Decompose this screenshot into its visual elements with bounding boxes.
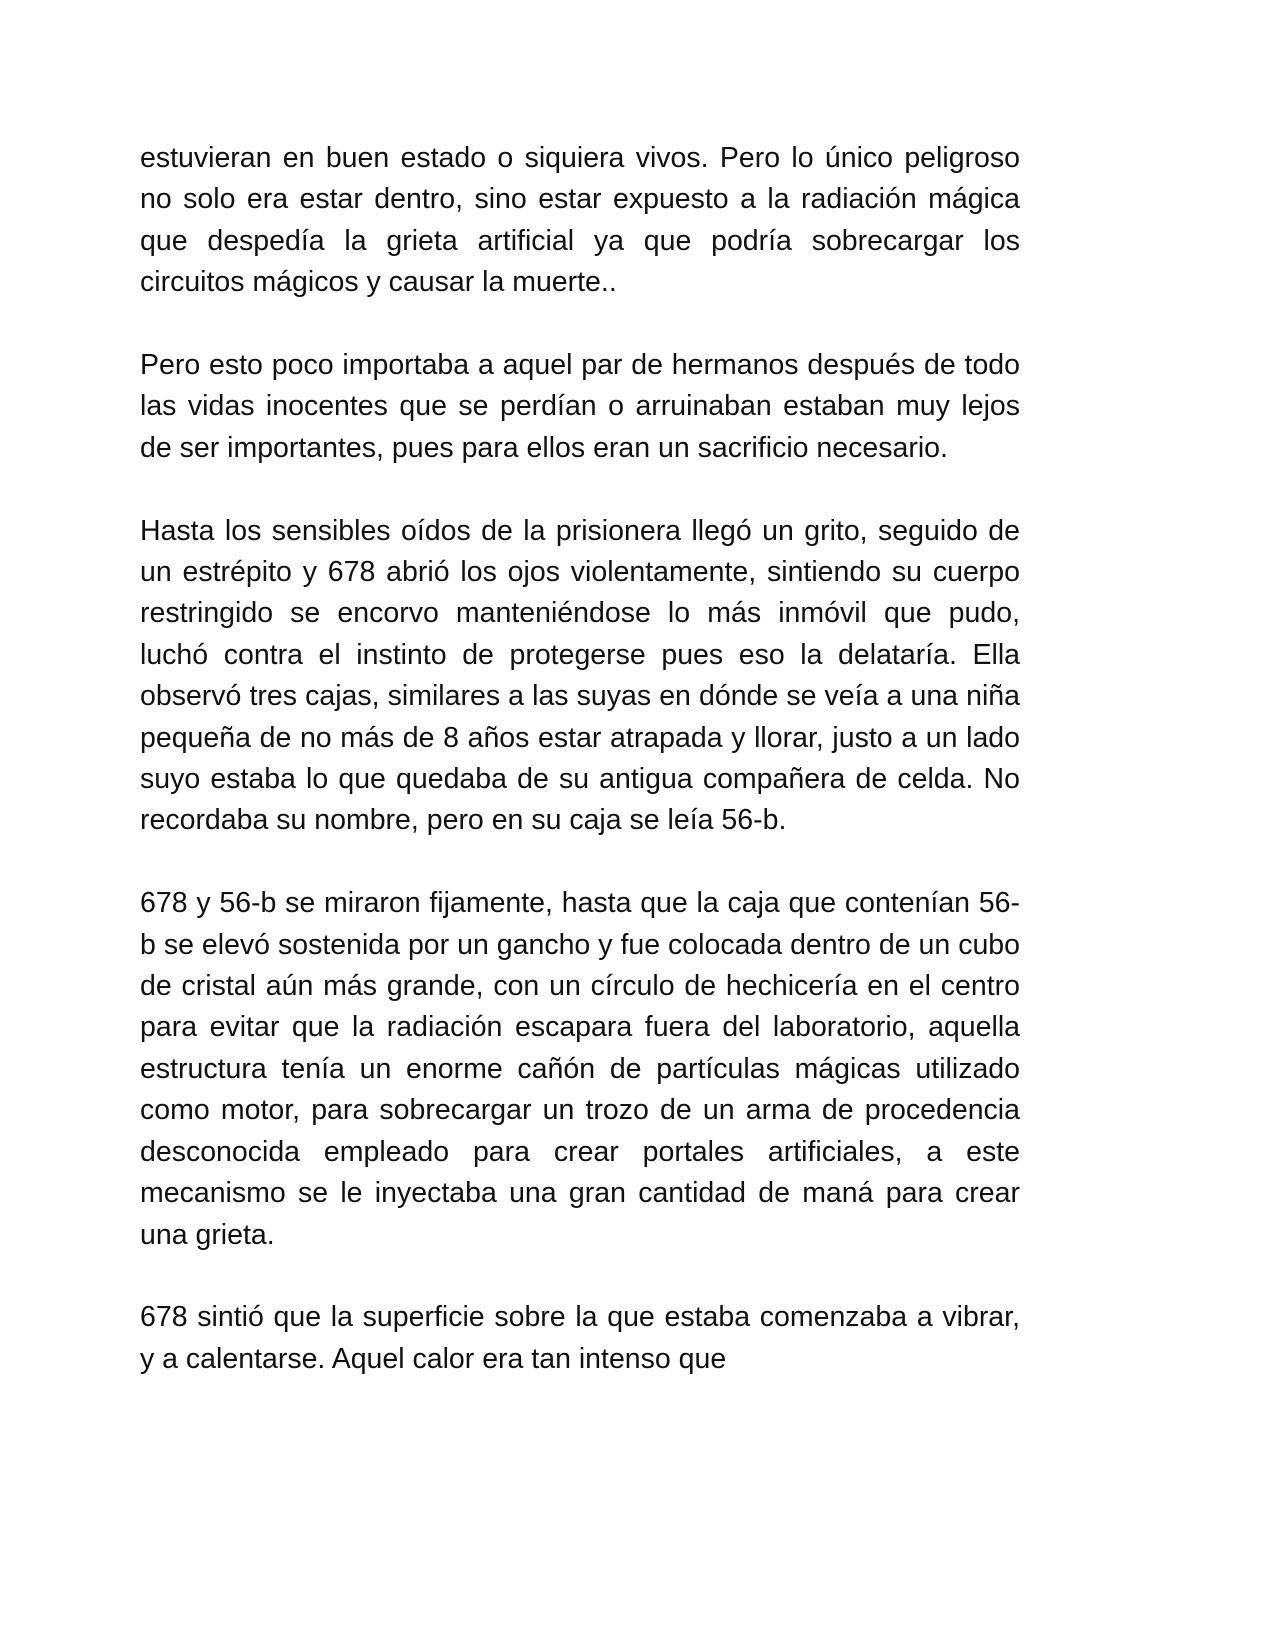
paragraph-5: 678 sintió que la superficie sobre la que estaba comenzaba a vibrar, y a calentarse. Aquel calor era tan intenso que (140, 1301, 1020, 1375)
paragraph-1: estuvieran en buen estado o siquiera vivos. Pero lo único peligroso no solo era estar dentro, sino estar expuesto a la radiación mágica que despedía la grieta artificial ya que podría sobrecargar los circuitos mágicos y causar la muerte.. (140, 142, 1020, 299)
paragraph-4: 678 y 56-b se miraron fijamente, hasta que la caja que contenían 56-b se elevó sostenida por un gancho y fue colocada dentro de un cubo de cristal aún más grande, con un círculo de hechicería en el centro para evitar que la radiación escapara fuera del laboratorio, aquella estructura tenía un enorme cañón de partículas mágicas utilizado como motor, para sobrecargar un trozo de un arma de procedencia desconocida empleado para crear portales artificiales, a este mecanismo se le inyectaba una gran cantidad de maná para crear una grieta. (140, 887, 1020, 1251)
paragraph-3: Hasta los sensibles oídos de la prisionera llegó un grito, seguido de un estrépito y 678 abrió los ojos violentamente, sintiendo su cuerpo restringido se encorvo manteniéndose lo más inmóvil que pudo, luchó contra el instinto de protegerse pues eso la delataría. Ella observó tres cajas, similares a las suyas en dónde se veía a una niña pequeña de no más de 8 años estar atrapada y llorar, justo a un lado suyo estaba lo que quedaba de su antigua compañera de celda. No recordaba su nombre, pero en su caja se leía 56-b. (140, 514, 1020, 837)
paragraph-2: Pero esto poco importaba a aquel par de hermanos después de todo las vidas inocentes que se perdían o arruinaban estaban muy lejos de ser importantes, pues para ellos eran un sacrificio necesario. (140, 349, 1020, 464)
document-body (140, 138, 1020, 1380)
